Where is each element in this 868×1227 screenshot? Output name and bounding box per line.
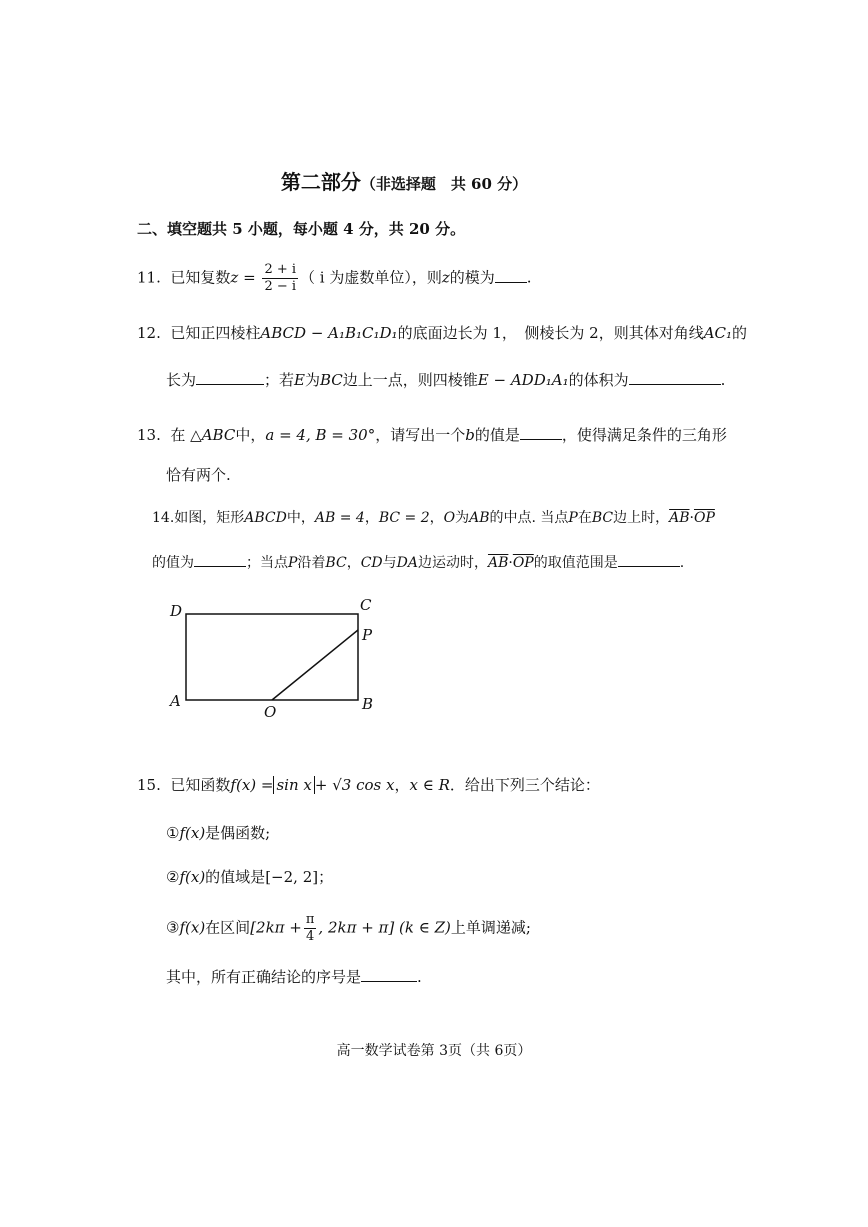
conclusion-1: ①f(x)是偶函数; (166, 824, 271, 842)
question-15: 15. 已知函数f(x) = sin x + √3 cos x，x ∈ R．给出下列三个结论： (137, 776, 600, 794)
label-p: P (362, 626, 373, 644)
question-14-line1: 14.如图，矩形ABCD中，AB = 4，BC = 2，O为AB的中点. 当点P在BC边上时，$\overline{AB}\cdot\overline{OP}$ (152, 510, 715, 526)
question-13-line1: 13. 在 △ABC中，a = 4, B = 30°，请写出一个b的值是 ，使得满足条件的三角形 (137, 426, 727, 444)
fraction: $\frac{\pi}{4}$ (305, 912, 315, 944)
label-b: B (362, 695, 374, 713)
answer-blank[interactable] (618, 552, 680, 567)
label-a: A (170, 692, 181, 710)
rectangle-figure (160, 592, 400, 727)
question-12-line1: 12. 已知正四棱柱ABCD − A₁B₁C₁D₁的底面边长为 1， 侧棱长为 2，则其体对角线AC₁的 (137, 324, 748, 342)
answer-blank[interactable] (194, 552, 246, 567)
answer-blank[interactable] (520, 425, 562, 440)
label-o: O (264, 703, 277, 721)
conclusion-3: ③f(x)在区间[2kπ + $\frac{\pi}{4}$ , 2kπ + π] (k ∈ Z)上单调递减; (166, 912, 531, 944)
page-footer: 高一数学试卷第 3页（共 6页） (336, 1043, 532, 1059)
fraction: $\frac{2 + i}{2 - i}$ (264, 262, 297, 294)
answer-blank[interactable] (629, 370, 721, 385)
question-11: 11. 已知复数z = $\frac{2 + i}{2 - i}$ （ i 为虚数单位），则z的模为 . (137, 262, 532, 294)
question-15-answer: 其中，所有正确结论的序号是 . (166, 968, 422, 986)
answer-blank[interactable] (495, 268, 527, 283)
answer-blank[interactable] (196, 370, 264, 385)
rectangle-abcd (186, 614, 358, 700)
part-subtitle: （非选择题 共 60 分） (360, 175, 528, 193)
question-12-line2: 长为 ；若E为BC边上一点，则四棱锥E − ADD₁A₁的体积为 . (166, 371, 726, 389)
part-title: 第二部分（非选择题 共 60 分） (280, 170, 528, 194)
answer-blank[interactable] (361, 967, 417, 982)
segment-op (272, 630, 358, 700)
section-heading: 二、填空题共 5 小题，每小题 4 分，共 20 分。 (137, 220, 466, 238)
question-13-line2: 恰有两个. (166, 466, 231, 484)
question-14-line2: 的值为 ；当点P沿着BC，CD与DA边运动时，$\overline{AB}\cdot\overline{OP}$的取值范围是 . (152, 552, 684, 572)
label-c: C (360, 596, 372, 614)
label-d: D (170, 602, 183, 620)
conclusion-2: ②f(x)的值域是[−2, 2]； (166, 868, 334, 886)
